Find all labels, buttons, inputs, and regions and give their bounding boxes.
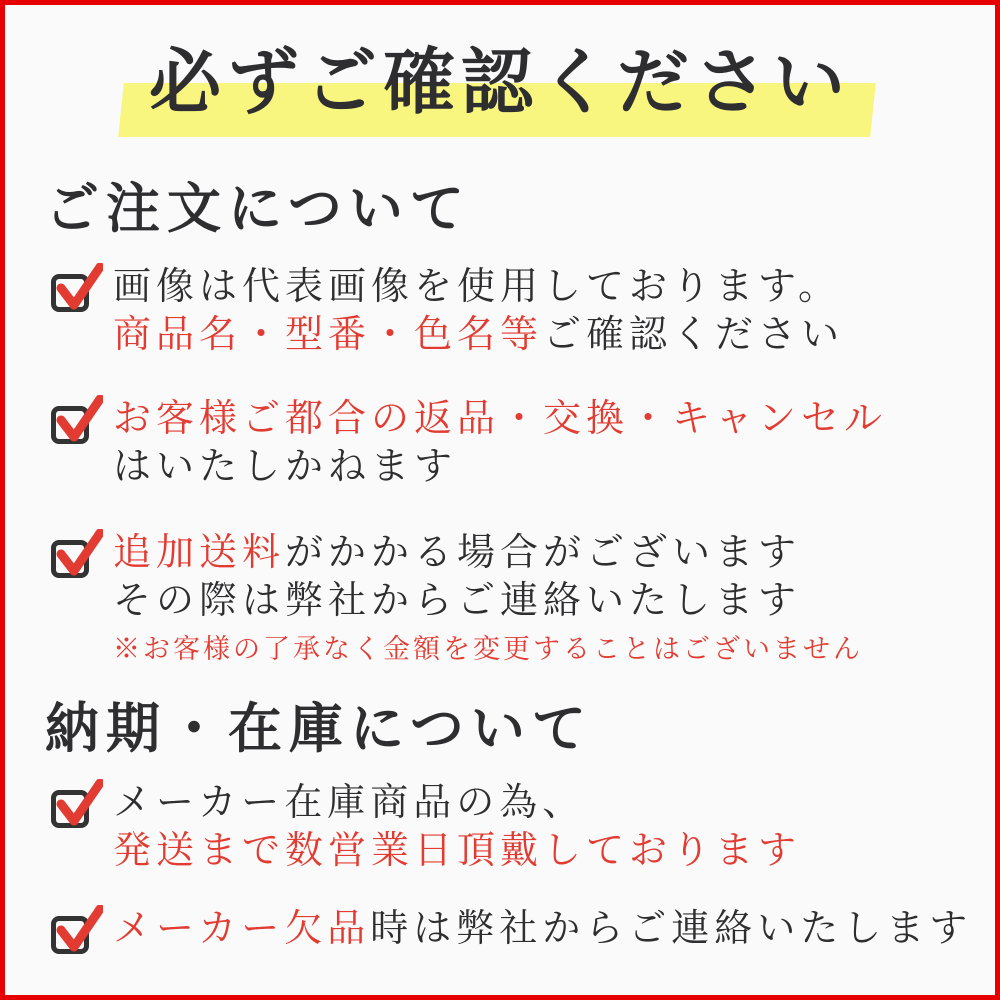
page-title — [149, 39, 851, 125]
notice-item-text — [113, 263, 844, 359]
notice-item — [51, 905, 995, 959]
text-segment-red: 発送まで数営業日頂戴しております — [113, 827, 802, 872]
checkmark-icon — [55, 529, 103, 579]
notice-item-text — [113, 529, 863, 667]
text-line — [113, 529, 863, 577]
notice-item — [51, 263, 995, 359]
text-segment: メーカー在庫商品の為、 — [113, 779, 586, 824]
checkbox-icon — [51, 265, 101, 317]
text-line — [113, 905, 972, 953]
checkbox-icon — [51, 397, 101, 449]
text-line — [113, 779, 801, 827]
text-segment: がかかる場合がございます — [285, 529, 802, 574]
text-line — [113, 443, 887, 491]
text-line — [113, 827, 801, 875]
text-line — [113, 395, 887, 443]
notice-item — [51, 395, 995, 491]
page-title-text: 必ずご確認ください — [148, 39, 851, 124]
section-heading-orders: ご注文について — [45, 176, 471, 241]
checkbox-icon — [51, 781, 101, 833]
text-segment-red: お客様ご都合の返品・交換・キャンセル — [113, 396, 888, 441]
checkmark-icon — [55, 395, 103, 445]
text-segment: 時は弊社からご連絡いたします — [370, 905, 973, 950]
text-segment-red: 商品名・型番・色名等 — [113, 312, 544, 357]
text-segment: その際は弊社からご連絡いたします — [113, 577, 802, 622]
checkmark-icon — [55, 779, 103, 829]
text-segment: ご確認ください — [543, 312, 845, 357]
notice-item-text — [113, 905, 972, 953]
checkbox-icon — [51, 531, 101, 583]
checkmark-icon — [55, 905, 103, 955]
text-line — [113, 311, 844, 359]
text-segment: 画像は代表画像を使用しております。 — [113, 264, 841, 309]
text-line — [113, 263, 844, 311]
checkmark-icon — [55, 263, 103, 313]
disclaimer-note: ※お客様の了承なく金額を変更することはございません — [113, 633, 863, 665]
notice-item-text — [113, 779, 801, 875]
notice-item — [51, 779, 995, 875]
notice-item-text — [113, 395, 887, 491]
checkbox-icon — [51, 907, 101, 959]
notice-item — [51, 529, 995, 667]
text-segment-red: メーカー欠品 — [113, 905, 371, 950]
section-heading-stock: 納期・在庫について — [45, 695, 593, 760]
text-segment: はいたしかねます — [113, 444, 458, 489]
text-line — [113, 577, 863, 625]
text-segment-red: 追加送料 — [113, 529, 286, 574]
